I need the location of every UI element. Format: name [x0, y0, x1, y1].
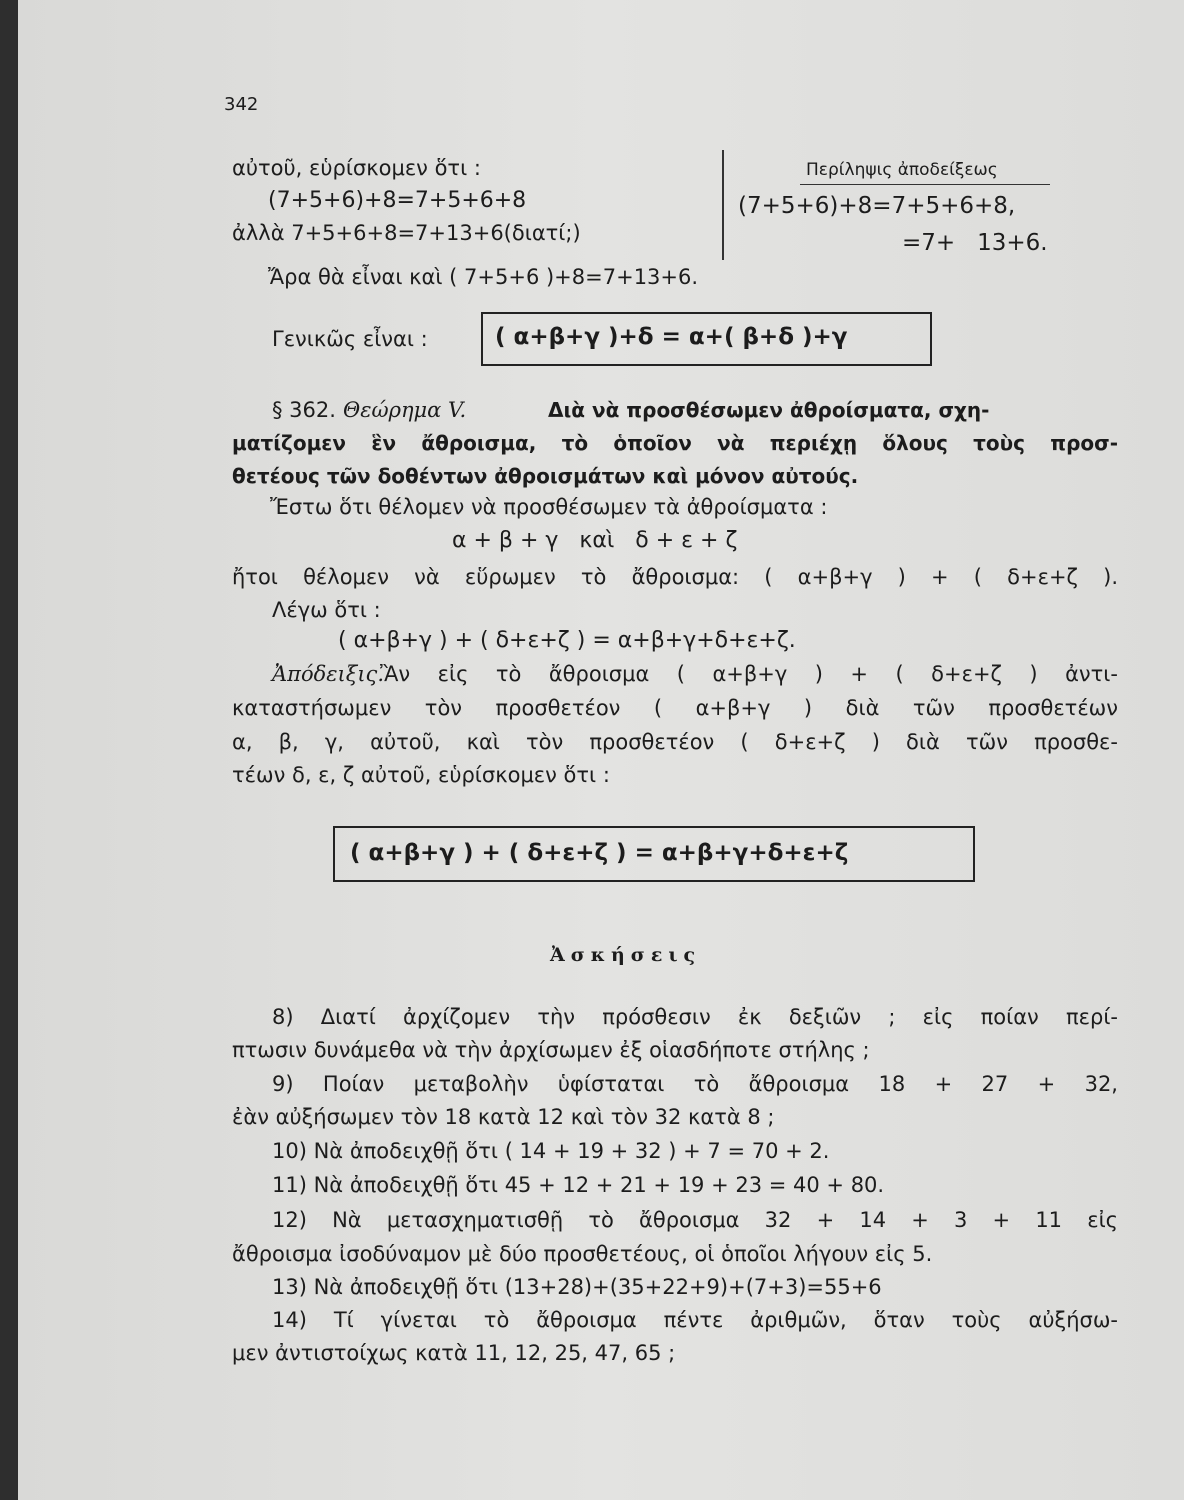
exercises-heading: Ἀσκήσεις — [550, 944, 702, 966]
summary-line-2-text: =7+ 13+6. — [902, 230, 1048, 256]
proof-line-3: ἀλλὰ 7+5+6+8=7+13+6(διατί;) — [232, 221, 581, 245]
proof-label: Ἀπόδειξις. — [272, 662, 384, 686]
exercise-8-line-2: πτωσιν δυνάμεθα νὰ τὴν ἀρχίσωμεν ἐξ οἱασδήποτε στήλης ; — [232, 1038, 870, 1062]
theorem-line-12: τέων δ, ε, ζ αὐτοῦ, εὑρίσκομεν ὅτι : — [232, 763, 610, 787]
proof-line-4: Ἄρα θὰ εἶναι καὶ ( 7+5+6 )+8=7+13+6. — [268, 265, 699, 289]
exercise-14-line-2: μεν ἀντιστοίχως κατὰ 11, 12, 25, 47, 65 ; — [232, 1341, 676, 1365]
general-formula: ( α+β+γ )+δ = α+( β+δ )+γ — [495, 324, 848, 350]
theorem-number: § 362. — [272, 398, 336, 422]
exercise-9-line-2: ἐὰν αὐξήσωμεν τὸν 18 κατὰ 12 καὶ τὸν 32 κατὰ 8 ; — [232, 1105, 775, 1129]
exercise-11: 11) Νὰ ἀποδειχθῇ ὅτι 45 + 12 + 21 + 19 + 23 = 40 + 80. — [272, 1173, 885, 1197]
theorem-line-9: Ἂν εἰς τὸ ἄθροισμα ( α+β+γ ) + ( δ+ε+ζ ) ἀντι- — [380, 662, 1118, 686]
theorem-line-4: Ἔστω ὅτι θέλομεν νὰ προσθέσωμεν τὰ ἀθροίσματα : — [270, 495, 828, 519]
theorem-line-6: ἤτοι θέλομεν νὰ εὕρωμεν τὸ ἄθροισμα: ( α+β+γ ) + ( δ+ε+ζ ). — [232, 565, 1118, 589]
theorem-line-11: α, β, γ, αὐτοῦ, καὶ τὸν προσθετέον ( δ+ε+ζ ) διὰ τῶν προσθε- — [232, 730, 1118, 754]
column-divider — [722, 150, 724, 260]
exercise-14-line-1: 14) Τί γίνεται τὸ ἄθροισμα πέντε ἀριθμῶν, ὅταν τοὺς αὐξήσω- — [272, 1308, 1118, 1332]
summary-title-underline — [800, 184, 1050, 185]
theorem-line-7: Λέγω ὅτι : — [272, 598, 381, 622]
exercise-10: 10) Νὰ ἀποδειχθῇ ὅτι ( 14 + 19 + 32 ) + 7 = 70 + 2. — [272, 1139, 830, 1163]
theorem-line-3: θετέους τῶν δοθέντων ἀθροισμάτων καὶ μόνον αὐτούς. — [232, 464, 859, 488]
summary-line-1: (7+5+6)+8=7+5+6+8, — [738, 193, 1016, 219]
boxed-formula: ( α+β+γ ) + ( δ+ε+ζ ) = α+β+γ+δ+ε+ζ — [350, 840, 849, 866]
exercise-8-line-1: 8) Διατί ἀρχίζομεν τὴν πρόσθεσιν ἐκ δεξιῶν ; εἰς ποίαν περί- — [272, 1005, 1118, 1029]
exercise-12-line-1: 12) Νὰ μετασχηματισθῇ τὸ ἄθροισμα 32 + 14 + 3 + 11 εἰς — [272, 1208, 1118, 1232]
page-number: 342 — [224, 94, 259, 115]
proof-line-2: (7+5+6)+8=7+5+6+8 — [268, 188, 527, 213]
exercise-9-line-1: 9) Ποίαν μεταβολὴν ὑφίσταται τὸ ἄθροισμα 18 + 27 + 32, — [272, 1072, 1118, 1096]
theorem-line-1: Διὰ νὰ προσθέσωμεν ἀθροίσματα, σχη- — [548, 398, 990, 422]
theorem-line-2: ματίζομεν ἓν ἄθροισμα, τὸ ὁποῖον νὰ περιέχῃ ὅλους τοὺς προσ- — [232, 431, 1118, 455]
summary-title: Περίληψις ἀποδείξεως — [806, 160, 998, 180]
theorem-line-5: α + β + γ καὶ δ + ε + ζ — [452, 528, 738, 553]
proof-line-1: αὐτοῦ, εὑρίσκομεν ὅτι : — [232, 156, 481, 180]
exercise-13: 13) Νὰ ἀποδειχθῇ ὅτι (13+28)+(35+22+9)+(7+3)=55+6 — [272, 1275, 882, 1299]
theorem-name: Θεώρημα V. — [343, 398, 467, 422]
exercise-12-line-2: ἄθροισμα ἰσοδύναμον μὲ δύο προσθετέους, οἱ ὁποῖοι λήγουν εἰς 5. — [232, 1242, 933, 1266]
theorem-line-10: καταστήσωμεν τὸν προσθετέον ( α+β+γ ) διὰ τῶν προσθετέων — [232, 696, 1118, 720]
general-label: Γενικῶς εἶναι : — [272, 327, 428, 351]
theorem-line-8: ( α+β+γ ) + ( δ+ε+ζ ) = α+β+γ+δ+ε+ζ. — [338, 628, 796, 653]
